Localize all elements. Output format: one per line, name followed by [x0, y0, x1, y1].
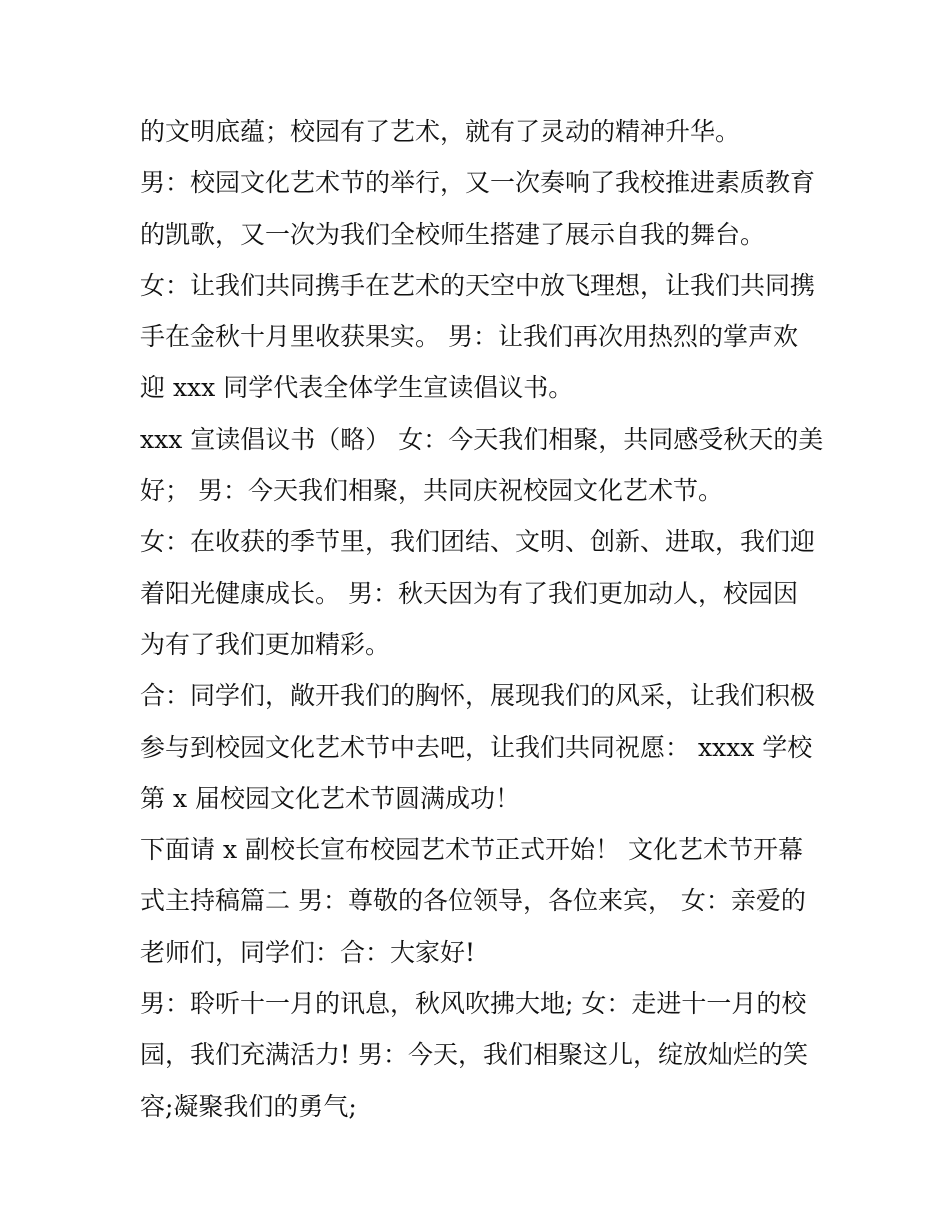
text-line: 着阳光健康成长。 男：秋天因为有了我们更加动人，校园因 — [140, 578, 798, 608]
text-line: 男：聆听十一月的讯息，秋风吹拂大地; 女：走进十一月的校 — [140, 989, 807, 1019]
text-line: 女：在收获的季节里，我们团结、文明、创新、进取，我们迎 — [140, 527, 816, 557]
text-line: 好； 男：今天我们相聚，共同庆祝校园文化艺术节。 — [140, 476, 723, 506]
text-line: 男：校园文化艺术节的举行，又一次奏响了我校推进素质教育 — [140, 168, 816, 198]
text-line: 女：让我们共同携手在艺术的天空中放飞理想，让我们共同携 — [140, 270, 816, 300]
text-line: 园，我们充满活力! 男：今天，我们相聚这儿，绽放灿烂的笑 — [140, 1040, 808, 1070]
text-line: 为有了我们更加精彩。 — [140, 629, 391, 659]
text-line: xxx 宣读倡议书（略） 女：今天我们相聚，共同感受秋天的美 — [140, 424, 824, 454]
text-line: 式主持稿篇二 男：尊敬的各位领导，各位来宾， 女：亲爱的 — [140, 886, 806, 916]
text-line: 的文明底蕴；校园有了艺术，就有了灵动的精神升华。 — [140, 117, 741, 146]
text-line: 的凯歌，又一次为我们全校师生搭建了展示自我的舞台。 — [140, 219, 766, 249]
text-line: 容;凝聚我们的勇气; — [140, 1091, 357, 1121]
text-line: 参与到校园文化艺术节中去吧，让我们共同祝愿： xxxx 学校 — [140, 732, 813, 762]
text-line: 迎 xxx 同学代表全体学生宣读倡议书。 — [140, 373, 574, 403]
text-line: 手在金秋十月里收获果实。 男：让我们再次用热烈的掌声欢 — [140, 322, 798, 352]
text-line: 合：同学们，敞开我们的胸怀，展现我们的风采，让我们积极 — [140, 681, 816, 711]
text-line: 下面请 x 副校长宣布校园艺术节正式开始！ 文化艺术节开幕 — [140, 835, 803, 865]
text-line: 老师们，同学们：合：大家好! — [140, 937, 476, 967]
body-text — [140, 106, 824, 1132]
text-line: 第 x 届校园文化艺术节圆满成功！ — [140, 783, 520, 813]
